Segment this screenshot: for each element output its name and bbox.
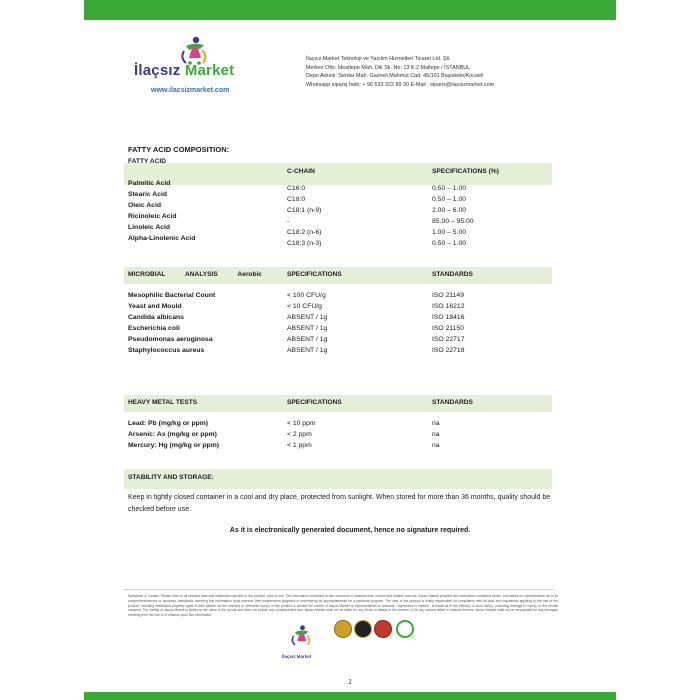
footer-logo-icon	[286, 621, 316, 651]
metal-spec: < 2 ppm	[287, 431, 312, 438]
page-number: 2	[348, 678, 352, 686]
bottom-color-bar	[84, 692, 616, 700]
micro-name: Escherichia coli	[128, 325, 180, 332]
metal-name: Arsenic: As (mg/kg or ppm)	[128, 431, 217, 438]
metals-col-spec: SPECIFICATIONS	[287, 399, 342, 406]
micro-spec: ABSENT / 1g	[287, 347, 328, 354]
micro-col-analysis: MICROBIAL ANALYSIS Aerobic	[128, 271, 262, 278]
metals-col-test: HEAVY METAL TESTS	[128, 399, 198, 406]
storage-title: STABILITY AND STORAGE:	[128, 474, 214, 481]
micro-spec: < 100 CFU/g	[287, 292, 326, 299]
metals-names	[128, 418, 219, 451]
fatty-name: Alpha-Linolenic Acid	[128, 235, 196, 242]
micro-standard: ISO 22717	[432, 336, 465, 343]
metals-standards	[432, 418, 440, 451]
fatty-specs	[432, 183, 474, 249]
footer-divider	[124, 589, 554, 590]
micro-spec: ABSENT / 1g	[287, 336, 328, 343]
micro-spec: ABSENT / 1g	[287, 325, 328, 332]
metal-spec: < 1 ppm	[287, 442, 312, 449]
micro-standard: ISO 16212	[432, 303, 465, 310]
company-line: İlaçsız Market Teknoloji ve Yazılım Hizmetleri Ticaret Ltd. Şti.	[306, 56, 451, 62]
fatty-chain: C16:0	[287, 185, 306, 192]
micro-spec: < 10 CFU/g	[287, 303, 322, 310]
micro-standard: ISO 22718	[432, 347, 465, 354]
micro-name: Pseudomonas aeruginosa	[128, 336, 213, 343]
fatty-col-spec: SPECIFICATIONS (%)	[432, 168, 499, 175]
disclaimer-text: Disclaimer & Caution: Please refer to all relevant technical information specific to the product, prior to use. The information contained in this document is obtained from current and reliable sources. İlaçsız Market provides the information contained herein, but makes no representation as to its comprehensiveness or accuracy. Individuals receiving this information must exercise their independent judgment in determining its appropriateness for a particular purpose. The user of the product is solely responsible for compliance with all laws and regulations applying to the use of the product, including intellectual property rights of third parties. As the ordinary or otherwise use(s) of this product is outside the control of İlaçsız Market no representation or warranty - expressed or implied - is made as to the effect(s) of such use(s), (including damage or injury), or the results obtained. The liability of İlaçsız Market is limited to the value of the goods and does not include any consequential loss. İlaçsız Market shall not be liable for any errors or delays in the content, or for any actions taken in reliance thereon. İlaçsız Market shall not be responsible for any damages resulting from the use of or reliance upon this information.	[128, 594, 558, 618]
metal-standard: na	[432, 431, 440, 438]
fatty-spec: 1.00 – 5.00	[432, 229, 467, 236]
metal-name: Lead: Pb (mg/kg or ppm)	[128, 420, 209, 427]
logo-wordmark: İlaçsız Market	[134, 62, 235, 79]
micro-name: Candida albicans	[128, 314, 184, 321]
fatty-name: Oleic Acid	[128, 202, 161, 209]
micro-col-standard: STANDARDS	[432, 271, 473, 278]
fatty-spec: 85.00 – 95.00	[432, 218, 474, 225]
micro-col-spec: SPECIFICATIONS	[287, 271, 342, 278]
micro-standard: ISO 21150	[432, 325, 464, 332]
micro-standards	[432, 290, 465, 356]
fatty-names	[128, 178, 195, 244]
top-color-bar	[84, 0, 616, 20]
fatty-acid-section-title: FATTY ACID COMPOSITION:	[128, 145, 230, 154]
metals-specs	[287, 418, 316, 451]
footer-badges	[0, 617, 700, 657]
company-line: Merkez Ofis: İdealtepe Mah. Dik Sk. No: 13 K:2 Maltepe / İSTANBUL	[306, 64, 471, 71]
fatty-spec: 2.00 – 6.00	[432, 207, 467, 214]
signature-notice: As it is electronically generated document, hence no signature required.	[229, 527, 471, 534]
company-line: Depo Adresi: Serdar Mah. Gazneli Mahmut Cad. 45/101 Başiskele/Kocaeli	[306, 73, 484, 80]
metal-name: Mercury: Hg (mg/kg or ppm)	[128, 442, 220, 449]
fatty-spec: 0.50 – 1.00	[432, 185, 467, 192]
metal-standard: na	[432, 420, 440, 427]
company-line: Whatsapp sipariş hattı: + 90 533 322 89 30 E-Mail : siparis@ilacsizmarket.com	[306, 81, 495, 88]
fatty-chain: C18:2 (n-6)	[287, 229, 322, 236]
metal-standard: na	[432, 442, 440, 449]
certified-seal-icon	[374, 620, 392, 638]
fatty-col-acid: FATTY ACID	[128, 158, 166, 165]
micro-standard: ISO 21149	[432, 292, 464, 299]
micro-standard: ISO 18416	[432, 314, 465, 321]
organic-seal-icon	[396, 620, 414, 638]
fatty-chain: C18:3 (n-3)	[287, 240, 322, 247]
fatty-name: Palmitic Acid	[128, 180, 171, 187]
fatty-name: Ricinoleic Acid	[128, 213, 177, 220]
micro-name: Mesophilic Bacterial Count	[128, 292, 216, 299]
website-link[interactable]: www.ilacsizmarket.com	[151, 87, 230, 94]
metal-spec: < 10 ppm	[287, 420, 316, 427]
micro-specs	[287, 290, 327, 356]
micro-name: Yeast and Mould	[128, 303, 182, 310]
micro-names	[128, 290, 215, 356]
micro-spec: ABSENT / 1g	[287, 314, 328, 321]
footer-logo-text: İlaçsız Market	[282, 654, 312, 659]
fatty-chains	[287, 183, 321, 249]
fatty-name: Linoleic Acid	[128, 224, 171, 231]
quality-seal-icon	[334, 620, 352, 638]
fatty-chain: C18:0	[287, 196, 306, 203]
micro-name: Staphylococcus aureus	[128, 347, 205, 354]
metals-col-standard: STANDARDS	[432, 399, 473, 406]
fatty-col-chain: C-CHAIN	[287, 168, 315, 175]
fatty-chain: C18:1 (n-9)	[287, 207, 322, 214]
fatty-spec: 0.50 – 1.00	[432, 196, 467, 203]
premium-seal-icon	[354, 620, 372, 638]
fatty-chain: -	[287, 218, 290, 225]
company-info	[306, 55, 494, 89]
storage-text: Keep in tightly closed container in a cool and dry place, protected from sunlight. When stored for more than 36 months, quality should be checked before use.	[128, 494, 551, 513]
fatty-name: Stearic Acid	[128, 191, 168, 198]
fatty-spec: 0.50 – 1.00	[432, 240, 467, 247]
